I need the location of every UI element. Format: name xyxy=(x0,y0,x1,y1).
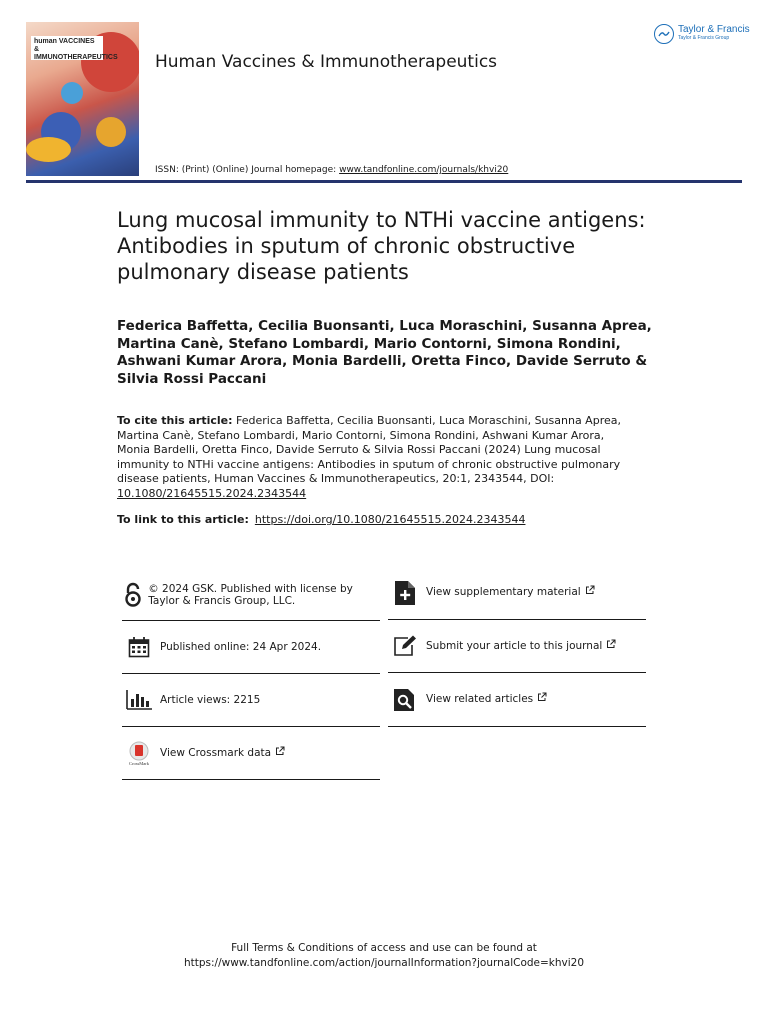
article-title: Lung mucosal immunity to NTHi vaccine antigens: Antibodies in sputum of chronic obstructive pulmonary disease patients xyxy=(117,208,646,284)
crossmark-text: View Crossmark data xyxy=(160,746,272,759)
cover-title: human VACCINES & IMMUNOTHERAPEUTICS xyxy=(31,36,103,60)
link-label: To link to this article: xyxy=(117,513,249,526)
cite-text: Federica Baffetta, Cecilia Buonsanti, Luca Moraschini, Susanna Aprea, Martina Canè, Stefano Lombardi, Mario Contorni, Simona Rondini, Ashwani Kumar Arora, Monia Bardelli, Oretta Finco, Davide Serruto & Silvia Rossi Paccani (2024) Lung mucosal immunity to NTHi vaccine antigens: Antibodies in sputum of chronic obstructive pulmonary disease patients, Human Vaccines & Immunotherapeutics, 20:1, 2343544, DOI: xyxy=(117,414,621,486)
issn-line xyxy=(155,165,508,175)
views-row xyxy=(122,674,380,727)
article-info-right xyxy=(388,566,646,727)
supplementary-icon xyxy=(388,581,422,605)
related-articles-text: View related articles xyxy=(426,693,534,706)
published-row xyxy=(122,621,380,674)
edit-icon xyxy=(388,635,422,657)
supplementary-text: View supplementary material xyxy=(426,586,581,599)
article-doi-url[interactable]: https://doi.org/10.1080/21645515.2024.2343544 xyxy=(254,513,526,526)
calendar-icon xyxy=(122,636,156,658)
taylor-francis-logo[interactable] xyxy=(654,22,750,46)
terms-footer xyxy=(0,941,768,971)
external-link-icon xyxy=(585,585,595,600)
terms-line: Full Terms & Conditions of access and use can be found at xyxy=(231,942,537,954)
related-search-icon xyxy=(388,689,422,711)
external-link-icon xyxy=(275,746,285,761)
crossmark-link[interactable] xyxy=(160,746,285,761)
article-link-line xyxy=(117,513,525,526)
license-text: © 2024 GSK. Published with license by Taylor & Francis Group, LLC. xyxy=(148,582,353,607)
related-row[interactable] xyxy=(388,673,646,727)
journal-cover-image xyxy=(26,22,139,176)
svg-text:CrossMark: CrossMark xyxy=(129,761,149,766)
citation-block xyxy=(117,414,637,502)
supplementary-row[interactable] xyxy=(388,566,646,620)
open-access-icon xyxy=(122,582,144,608)
issn-text: ISSN: (Print) (Online) Journal homepage: xyxy=(155,165,340,175)
tf-logo-icon xyxy=(654,24,674,44)
external-link-icon xyxy=(606,639,616,654)
journal-homepage-link[interactable]: www.tandfonline.com/journals/khvi20 xyxy=(339,165,509,175)
submit-row[interactable] xyxy=(388,620,646,673)
cite-label: To cite this article: xyxy=(117,414,233,427)
header-divider xyxy=(26,180,742,183)
crossmark-icon xyxy=(122,740,156,766)
article-views-text: Article views: 2215 xyxy=(160,693,261,706)
article-authors: Federica Baffetta, Cecilia Buonsanti, Luca Moraschini, Susanna Aprea, Martina Canè, Stefano Lombardi, Mario Contorni, Simona Rondini, Ashwani Kumar Arora, Monia Bardelli, Oretta Finco, Davide Serruto & Silvia Rossi Paccani xyxy=(117,318,652,387)
bar-chart-icon xyxy=(122,690,156,710)
journal-name: Human Vaccines & Immunotherapeutics xyxy=(155,52,498,72)
open-access-row xyxy=(122,570,380,621)
published-online-text: Published online: 24 Apr 2024. xyxy=(160,640,322,653)
cover-cell-shape xyxy=(26,137,71,162)
doi-link[interactable]: 10.1080/21645515.2024.2343544 xyxy=(117,486,307,500)
submit-article-text: Submit your article to this journal xyxy=(426,639,603,652)
cover-cell-shape xyxy=(96,117,126,147)
publisher-sub: Taylor & Francis Group xyxy=(678,35,730,41)
crossmark-row[interactable] xyxy=(122,727,380,780)
cover-cell-shape xyxy=(61,82,83,104)
article-info-left xyxy=(122,570,380,780)
terms-url[interactable]: https://www.tandfonline.com/action/journalInformation?journalCode=khvi20 xyxy=(183,957,585,969)
external-link-icon xyxy=(537,692,547,707)
publisher-name: Taylor & Francis xyxy=(678,24,750,35)
